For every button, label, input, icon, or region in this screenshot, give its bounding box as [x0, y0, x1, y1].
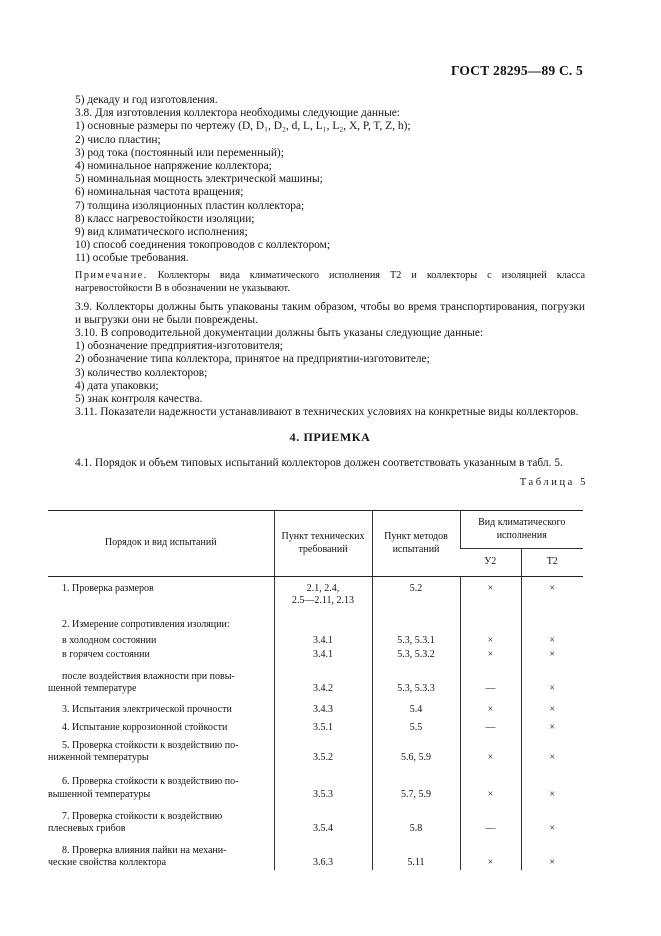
cell-m: 5.3, 5.3.3: [372, 661, 460, 695]
cell-m: 5.3, 5.3.2: [372, 647, 460, 661]
cell-text: 4. Испытание коррозионной стойкости: [62, 721, 228, 733]
cell-test-name: [48, 661, 274, 695]
cell-u2: ×: [460, 835, 521, 869]
cell-tech-req: [274, 577, 372, 609]
cell-text: 2.5—2.11, 2.13: [291, 595, 355, 607]
cell-tech-req: [274, 716, 372, 734]
cell-u2: [460, 609, 521, 631]
table-row: [48, 609, 583, 631]
cell-test-name: [48, 577, 274, 609]
list-item: 4) номинальное напряжение коллектора;: [75, 160, 272, 173]
list-item: 3) род тока (постоянный или переменный);: [75, 146, 284, 159]
table-row: [48, 661, 583, 695]
cell-u2: —: [460, 801, 521, 835]
cell-text: в холодном состоянии: [62, 634, 157, 646]
cell-text: 3.6.3: [313, 857, 333, 869]
table-row: [48, 577, 583, 609]
cell-tech-req: [274, 631, 372, 647]
cell-text: 6. Проверка стойкости к воздействию по-: [62, 776, 239, 788]
list-item: 10) способ соединения токопроводов с коллектором;: [75, 239, 330, 252]
cell-text: 3.4.1: [313, 648, 333, 660]
cell-t2: ×: [521, 661, 583, 695]
cell-t2: ×: [521, 647, 583, 661]
cell-t2: ×: [521, 835, 583, 869]
list-item: 5) номинальная мощность электрической машины;: [75, 173, 323, 186]
cell-m: 5.2: [372, 577, 460, 609]
cell-text: 2. Измерение сопротивления изоляции:: [62, 618, 230, 630]
cell-text: вышенной температуры: [48, 788, 151, 800]
cell-test-name: [48, 764, 274, 800]
cell-m: 5.6, 5.9: [372, 734, 460, 764]
cell-m: 5.7, 5.9: [372, 764, 460, 800]
note-text: Коллекторы вида климатического исполнения Т2 и коллекторы с изоляцией класса нагревостойкости В в обозначении не указывают.: [75, 269, 586, 294]
cell-text: 8. Проверка влияния пайки на механи-: [62, 845, 227, 857]
cell-text: 3.5.3: [313, 788, 333, 800]
cell-tech-req: [274, 647, 372, 661]
cell-test-name: [48, 734, 274, 764]
cell-text: 7. Проверка стойкости к воздействию: [62, 810, 223, 822]
cell-u2: ×: [460, 631, 521, 647]
note: [75, 269, 585, 295]
cell-test-name: [48, 647, 274, 661]
cell-m: 5.8: [372, 801, 460, 835]
table-row: [48, 647, 583, 661]
cell-t2: ×: [521, 734, 583, 764]
cell-t2: ×: [521, 716, 583, 734]
cell-text: 3.5.2: [313, 752, 333, 764]
cell-t2: ×: [521, 631, 583, 647]
cell-t2: ×: [521, 764, 583, 800]
cell-m: 5.4: [372, 696, 460, 716]
list-item: 5) декаду и год изготовления.: [75, 94, 218, 106]
cell-u2: ×: [460, 696, 521, 716]
table-row: [48, 716, 583, 734]
document-body: [75, 94, 588, 489]
table-row: [48, 835, 583, 869]
table-row: [48, 696, 583, 716]
list-item: 7) толщина изоляционных пластин коллектора;: [75, 199, 305, 212]
cell-u2: —: [460, 661, 521, 695]
list-item: 2) обозначение типа коллектора, принятое на предприятии-изготовителе;: [75, 353, 430, 366]
cell-tech-req: [274, 696, 372, 716]
clause-4-1: 4.1. Порядок и объем типовых испытаний коллекторов должен соответствовать указанным в табл. 5.: [75, 456, 563, 469]
list-item: 6) номинальная частота вращения;: [75, 186, 244, 199]
list-item: 4) дата упаковки;: [75, 379, 159, 392]
cell-text: 3. Испытания электрической прочности: [62, 703, 232, 715]
cell-test-name: [48, 631, 274, 647]
table-body: [48, 577, 583, 870]
col-header-climate: Вид климатического исполнения: [460, 511, 583, 549]
col-header-u2: У2: [460, 549, 521, 577]
page-header: ГОСТ 28295—89 С. 5: [450, 63, 583, 78]
list-item: 1) обозначение предприятия-изготовителя;: [75, 340, 283, 353]
cell-tech-req: [274, 661, 372, 695]
cell-test-name: [48, 835, 274, 869]
cell-t2: ×: [521, 577, 583, 609]
list-item: 3) количество коллекторов;: [75, 366, 208, 379]
col-header-t2: Т2: [521, 549, 583, 577]
cell-test-name: [48, 696, 274, 716]
cell-text: шенной температуре: [48, 683, 137, 695]
cell-tech-req: [274, 734, 372, 764]
cell-m: 5.3, 5.3.1: [372, 631, 460, 647]
col-header-methods: Пункт методов испытаний: [372, 511, 460, 577]
note-label: Примечание.: [75, 269, 148, 281]
cell-text: в горячем состоянии: [62, 648, 150, 660]
cell-text: после воздействия влажности при повы-: [62, 671, 235, 683]
cell-t2: ×: [521, 696, 583, 716]
cell-u2: ×: [460, 764, 521, 800]
clause-3-10: 3.10. В сопроводительной документации должны быть указаны следующие данные:: [75, 327, 484, 340]
cell-u2: ×: [460, 577, 521, 609]
cell-m: 5.5: [372, 716, 460, 734]
cell-tech-req: [274, 835, 372, 869]
table-row: [48, 631, 583, 647]
cell-text: ниженной температуры: [48, 752, 149, 764]
table-5: [48, 510, 583, 870]
clause-3-9: 3.9. Коллекторы должны быть упакованы таким образом, чтобы во время транспортирования, погрузки и выгрузки они не были повреждены.: [75, 300, 585, 326]
section-heading: 4. ПРИЕМКА: [289, 430, 371, 445]
cell-u2: —: [460, 716, 521, 734]
table-row: [48, 734, 583, 764]
cell-text: 3.5.4: [313, 822, 333, 834]
table-caption: Таблица 5: [519, 476, 588, 488]
cell-text: 5. Проверка стойкости к воздействию по-: [62, 739, 239, 751]
clause-3-8: 3.8. Для изготовления коллектора необходимы следующие данные:: [75, 107, 400, 120]
cell-test-name: [48, 801, 274, 835]
cell-text: 3.4.3: [313, 703, 333, 715]
table-row: [48, 764, 583, 800]
list-item: 8) класс нагревостойкости изоляции;: [75, 212, 255, 225]
list-item: 2) число пластин;: [75, 133, 161, 146]
list-item: 11) особые требования.: [75, 252, 189, 265]
cell-text: 2.1, 2.4,: [306, 583, 340, 594]
cell-tech-req: [274, 609, 372, 631]
list-item: 9) вид климатического исполнения;: [75, 226, 248, 239]
col-header-tech-req: Пункт технических требований: [274, 511, 372, 577]
cell-text: 3.5.1: [313, 721, 333, 733]
table-row: [48, 801, 583, 835]
cell-test-name: [48, 716, 274, 734]
list-item: 1) основные размеры по чертежу (D, D₁, D₂, d, L, L₁, L₂, X, P, T, Z, h);: [75, 120, 411, 133]
cell-t2: ×: [521, 801, 583, 835]
cell-text: 1. Проверка размеров: [62, 583, 154, 594]
cell-tech-req: [274, 764, 372, 800]
cell-t2: [521, 609, 583, 631]
cell-test-name: [48, 609, 274, 631]
clause-3-11: 3.11. Показатели надежности устанавливают в технических условиях на конкретные виды коллекторов.: [75, 406, 579, 419]
cell-text: плесневых грибов: [48, 822, 126, 834]
cell-u2: ×: [460, 647, 521, 661]
cell-text: 3.4.2: [313, 683, 333, 695]
list-item: 5) знак контроля качества.: [75, 393, 203, 406]
cell-text: 3.4.1: [313, 634, 333, 646]
cell-u2: ×: [460, 734, 521, 764]
cell-m: [372, 609, 460, 631]
cell-text: ческие свойства коллектора: [48, 857, 167, 869]
cell-m: 5.11: [372, 835, 460, 869]
col-header-tests: Порядок и вид испытаний: [48, 511, 274, 577]
cell-tech-req: [274, 801, 372, 835]
